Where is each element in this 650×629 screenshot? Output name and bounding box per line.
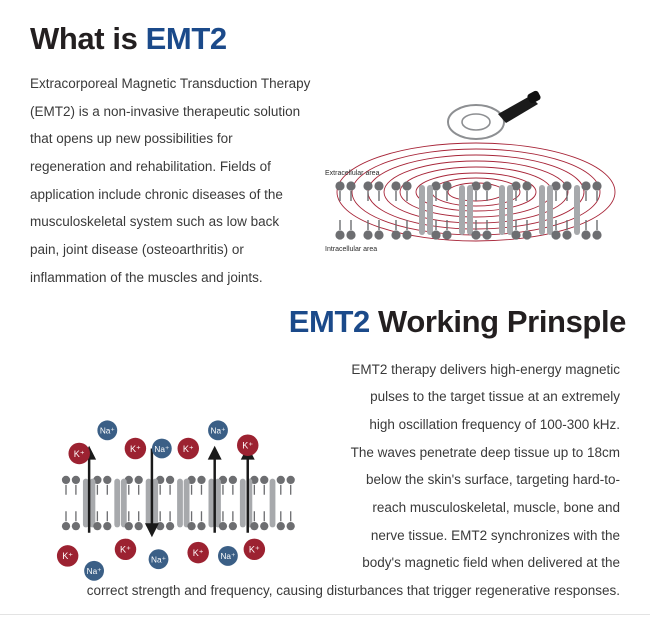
transport-arrows — [84, 448, 253, 534]
membrane-protein-channels — [86, 481, 273, 524]
section-two-paragraph: EMT2 therapy delivers high-energy magnetic pulses to the target tissue at an extremely high oscillation frequency of 100-300 kHz. The waves penetrate deep tissue up to 18cm below the skin's surface, targeting hard-to-reach musculoskeletal, muscle, bone and nerve tissue. EMT2 synchronizes with the body's magnetic field when delivered at the correct strength and frequency, causing disturbances that trigger regenerative responses. — [86, 361, 620, 598]
svg-text:Na⁺: Na⁺ — [86, 566, 102, 576]
page-title-accent: EMT2 — [145, 21, 227, 56]
ion-channel-svg — [30, 394, 330, 584]
section-working-principle — [0, 356, 650, 605]
svg-text:Na⁺: Na⁺ — [220, 551, 236, 561]
bottom-divider — [0, 614, 650, 615]
section-one-paragraph: Extracorporeal Magnetic Transduction Therapy (EMT2) is a non-invasive therapeutic solution that opens up new possibilities for regeneration and rehabilitation. Fields of application include chronic diseases of the musculoskeletal system such as low back pain, joint disease (osteoarthritis) or inflammation of the muscles and joints. — [30, 76, 311, 285]
figure-label-extracellular: Extracellular area — [325, 170, 380, 178]
page-title — [30, 22, 624, 56]
svg-text:K⁺: K⁺ — [242, 440, 254, 451]
section-two-title — [0, 305, 626, 339]
figure-label-intracellular: Intracellular area — [325, 246, 378, 254]
svg-text:K⁺: K⁺ — [62, 550, 74, 561]
svg-text:K⁺: K⁺ — [120, 544, 131, 555]
svg-text:K⁺: K⁺ — [182, 443, 194, 454]
applicator-membrane-svg — [324, 74, 624, 264]
section-two-title-plain: Working Prinsple — [369, 304, 626, 340]
section-what-is-emt2 — [0, 0, 650, 291]
svg-text:Na⁺: Na⁺ — [210, 426, 226, 436]
svg-text:K⁺: K⁺ — [248, 544, 260, 555]
svg-text:K⁺: K⁺ — [73, 448, 85, 459]
figure-emt2-applicator — [324, 74, 624, 264]
svg-text:Na⁺: Na⁺ — [99, 426, 115, 436]
svg-text:Na⁺: Na⁺ — [151, 555, 166, 565]
applicator-head-icon — [448, 90, 542, 139]
svg-text:Na⁺: Na⁺ — [154, 444, 170, 454]
figure-ion-channels — [30, 394, 330, 574]
cell-membrane-graphic-2 — [62, 475, 295, 530]
svg-text:K⁺: K⁺ — [192, 547, 204, 558]
svg-text:K⁺: K⁺ — [129, 443, 141, 454]
section-two-title-accent: EMT2 — [288, 304, 370, 340]
page-title-plain: What is — [30, 21, 146, 56]
